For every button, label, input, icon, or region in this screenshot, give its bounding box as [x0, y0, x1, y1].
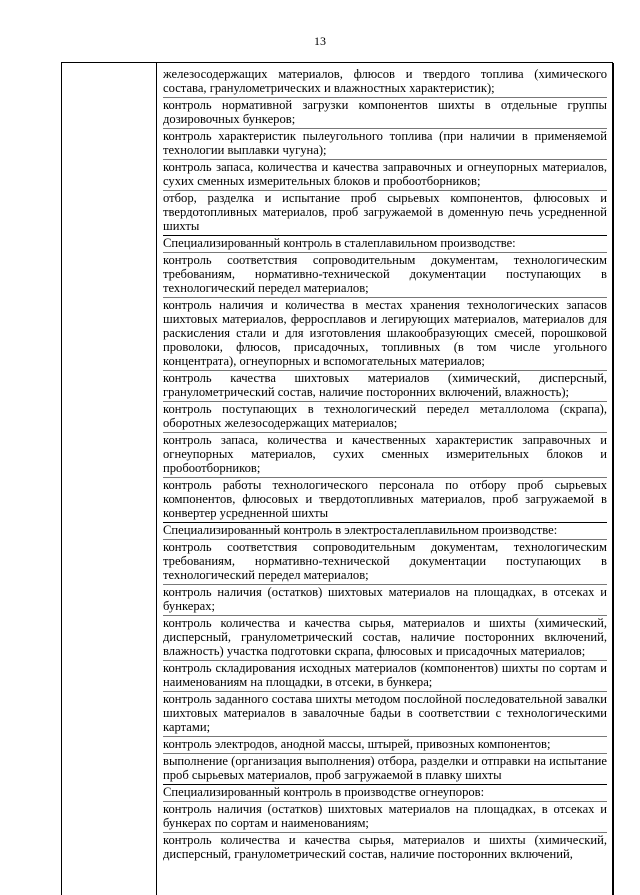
table-entry: контроль количества и качества сырья, материалов и шихты (химический, дисперсный, гранулометрический состав, наличие посторонних включений, влажность) участка подготовки скрапа, флюсовых и присадочных материалов;: [163, 616, 607, 661]
table-entry: контроль соответствия сопроводительным документам, технологическим требованиям, нормативно-технической документации поступающих в технологический передел материалов;: [163, 540, 607, 585]
regulation-table: [61, 62, 613, 895]
section-heading: Специализированный контроль в сталеплавильном производстве:: [163, 236, 607, 253]
table-entry: контроль электродов, анодной массы, штырей, привозных компонентов;: [163, 737, 607, 754]
table-entry: контроль наличия (остатков) шихтовых материалов на площадках, в отсеках и бункерах;: [163, 585, 607, 616]
table-entry: железосодержащих материалов, флюсов и твердого топлива (химического состава, гранулометрических и влажностных характеристик);: [163, 67, 607, 98]
table-entry: отбор, разделка и испытание проб сырьевых компонентов, флюсовых и твердотопливных материалов, проб загружаемой в доменную печь усредненной шихты: [163, 191, 607, 236]
section-heading: Специализированный контроль в электросталеплавильном производстве:: [163, 523, 607, 540]
table-entry: контроль нормативной загрузки компонентов шихты в отдельные группы дозировочных бункеров;: [163, 98, 607, 129]
table-entry: контроль количества и качества сырья, материалов и шихты (химический, дисперсный, гранулометрический состав, наличие посторонних включений,: [163, 833, 607, 861]
table-entry: контроль заданного состава шихты методом послойной последовательной завалки шихтовых материалов в завалочные бадьи в соответствии с технологическими картами;: [163, 692, 607, 737]
table-entry: контроль поступающих в технологический передел металлолома (скрапа), оборотных железосодержащих материалов;: [163, 402, 607, 433]
table-text-content: [163, 67, 607, 863]
table-entry: контроль запаса, количества и качества заправочных и огнеупорных материалов, сухих сменных измерительных блоков и пробоотборников;: [163, 160, 607, 191]
table-entry: контроль складирования исходных материалов (компонентов) шихты по сортам и наименованиям на площадки, в отсеки, в бункера;: [163, 661, 607, 692]
table-entry: контроль наличия (остатков) шихтовых материалов на площадках, в отсеках и бункерах по сортам и наименованиям;: [163, 802, 607, 833]
table-entry: контроль наличия и количества в местах хранения технологических запасов шихтовых материалов, ферросплавов и легирующих материалов, материалов для раскисления стали и для изготовления шлакообразующих смесей, порошковой проволоки, флюсов, присадочных, топливных (в том числе угольного концентрата), огнеупорных и вспомогательных материалов;: [163, 298, 607, 371]
table-left-column: [62, 63, 157, 895]
table-entry: выполнение (организация выполнения) отбора, разделки и отправки на испытание проб сырьевых материалов, проб загружаемой в плавку шихты: [163, 754, 607, 785]
table-entry: контроль соответствия сопроводительным документам, технологическим требованиям, нормативно-технической документации поступающих в технологический передел материалов;: [163, 253, 607, 298]
page-number: 13: [314, 34, 326, 48]
table-entry: контроль качества шихтовых материалов (химический, дисперсный, гранулометрический состав, наличие посторонних включений, влажность);: [163, 371, 607, 402]
section-heading: Специализированный контроль в производстве огнеупоров:: [163, 785, 607, 802]
table-entry: контроль характеристик пылеугольного топлива (при наличии в применяемой технологии выплавки чугуна);: [163, 129, 607, 160]
table-entry: контроль работы технологического персонала по отбору проб сырьевых компонентов, флюсовых и твердотопливных материалов, проб загружаемой в конвертер усредненной шихты: [163, 478, 607, 523]
table-entry: контроль запаса, количества и качественных характеристик заправочных и огнеупорных материалов, сухих сменных измерительных блоков и пробоотборников;: [163, 433, 607, 478]
